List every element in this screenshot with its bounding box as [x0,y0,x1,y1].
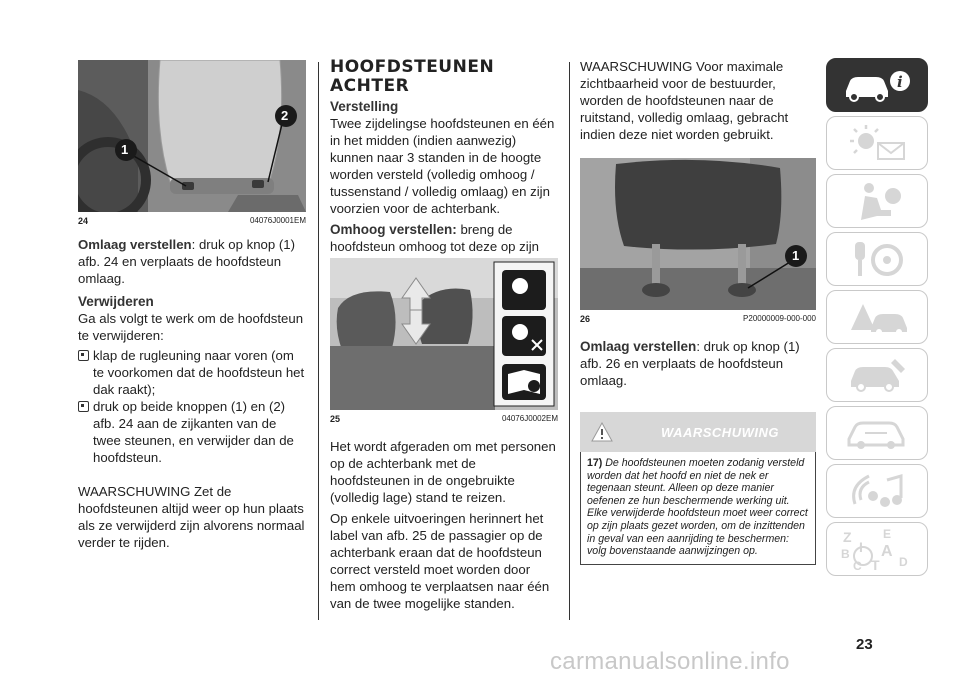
svg-text:C: C [853,559,862,572]
paragraph-lower-headrest [78,236,306,287]
bullet-icon [78,401,89,412]
key-steering-icon [847,238,907,280]
svg-text:D: D [899,555,908,569]
paragraph-warning-refit: WAARSCHUWING Zet de hoofdsteunen altijd weer op hun plaats als ze verwijderd zijn alvorens normaal verder te rijden. [78,484,305,550]
tab-lights-messages[interactable] [826,116,928,170]
bold-term: Omhoog verstellen: [330,222,457,237]
figure-number: 24 [78,216,89,226]
tab-technical-data[interactable] [826,406,928,460]
figure-25-illustration [330,258,558,410]
tab-car-info[interactable] [826,58,928,112]
paragraph-visibility-warning: WAARSCHUWING Voor maximale zichtbaarheid voor de bestuurder, worden de hoofdsteunen naar de ruitstand, volledig omlaag, gebracht indien deze niet worden gebruikt. [580,59,789,142]
index-letters-icon [837,526,917,572]
figure-26-illustration [580,158,816,310]
bold-term: Omlaag verstellen [78,237,192,252]
tab-emergency[interactable] [826,290,928,344]
tab-start-drive[interactable] [826,232,928,286]
figure-24-caption [78,216,306,226]
paragraph-remove-intro: Ga als volgt te werk om de hoofdsteun te verwijderen: [78,311,304,343]
warning-body [580,452,816,565]
airbag-seat-icon [847,180,907,222]
svg-text:I: I [859,539,863,555]
lights-message-icon [842,123,912,163]
tab-safety[interactable] [826,174,928,228]
section-title: HOOFDSTEUNEN ACHTER [330,57,495,96]
heading-adjustment: Verstelling [330,99,399,114]
figure-26-caption [580,314,816,324]
warning-header [580,412,816,452]
svg-text:B: B [841,547,850,561]
page-number: 23 [856,636,873,653]
heading-remove: Verwijderen [78,294,154,309]
bullet-text: klap de rugleuning naar voren (om te voorkomen dat de hoofdsteun het dak raakt); [93,348,305,397]
paragraph-not-recommended: Het wordt afgeraden om met personen op de achterbank met de hoofdsteunen in de ongebruikte (volledig lage) stand te reizen. [330,439,556,505]
warning-title: WAARSCHUWING [661,424,779,440]
warning-number: 17) [587,457,603,469]
road-warning-icon [845,296,909,338]
figure-code: P20000009-000-000 [743,314,816,323]
figure-24-illustration [78,60,306,212]
figure-code: 04076J0002EM [501,414,558,423]
warning-box [580,412,816,565]
tab-index[interactable] [826,522,928,576]
figure-number: 26 [580,314,591,324]
paragraph-text: breng de hoofdsteun omhoog tot deze op zijn [330,222,539,254]
chapter-tabs [826,58,928,580]
callout-1: 1 [792,248,800,263]
warning-text: De hoofdsteunen moeten zodanig versteld worden dat het hoofd en niet de nek er tegenaan steunt. Alleen op deze manier oefenen ze hun beschermende werking uit. Elke verwijderde hoofdsteun moet weer correct op zijn plaats gezet worden, om de inzittenden in geval van een aanrijding te beschermen: volg bovenstaande aanwijzingen op. [587,457,808,558]
figure-25 [330,258,558,410]
svg-text:E: E [883,527,892,541]
callout-2: 2 [281,108,289,123]
column-divider [318,62,319,620]
svg-text:T: T [871,557,880,572]
bullet-icon [78,350,89,361]
bold-term: Omlaag verstellen [580,339,697,354]
column-divider [569,62,570,620]
car-specs-icon [845,413,909,453]
car-info-icon [842,67,912,103]
warning-triangle-icon [580,412,624,452]
bullet-item [78,347,306,398]
paragraph-text: : druk op knop (1) afb. 26 en verplaats de hoofdsteun omlaag. [580,339,800,388]
figure-24 [78,60,306,212]
paragraph-lower-headrest [580,338,816,389]
paragraph-text: : druk op knop (1) afb. 24 en verplaats de hoofdsteun omlaag. [78,237,295,286]
callout-1: 1 [121,142,129,157]
svg-text:Z: Z [843,529,852,545]
svg-text:A: A [881,543,893,560]
figure-number: 25 [330,414,341,424]
multimedia-icon [847,470,907,512]
figure-code: 04076J0001EM [249,216,306,225]
tab-maintenance[interactable] [826,348,928,402]
figure-25-caption [330,414,558,424]
paragraph-label-reminder: Op enkele uitvoeringen herinnert het label van afb. 25 de passagier op de achterbank eraan dat de hoofdsteun correct versteld moet worden door hem omhoog te verplaatsen naar één van de twee mogelijke standen. [330,511,550,611]
bullet-item [78,398,306,466]
figure-26 [580,158,816,310]
svg-text:i: i [897,73,903,91]
tab-multimedia[interactable] [826,464,928,518]
watermark-footer: carmanualsonline.info [550,648,790,675]
bullet-text: druk op beide knoppen (1) en (2) afb. 24 aan de zijkanten van de twee steunen, en verwijder dan de hoofdsteun. [93,399,294,465]
paragraph-adjustment: Twee zijdelingse hoofdsteunen en één in het midden (indien aanwezig) kunnen naar 3 standen in de hoogte worden versteld (volledig omhoog / tussenstand / volledig omlaag) en zijn voorzien voor de achterbank. [330,116,555,216]
car-service-icon [845,355,909,395]
